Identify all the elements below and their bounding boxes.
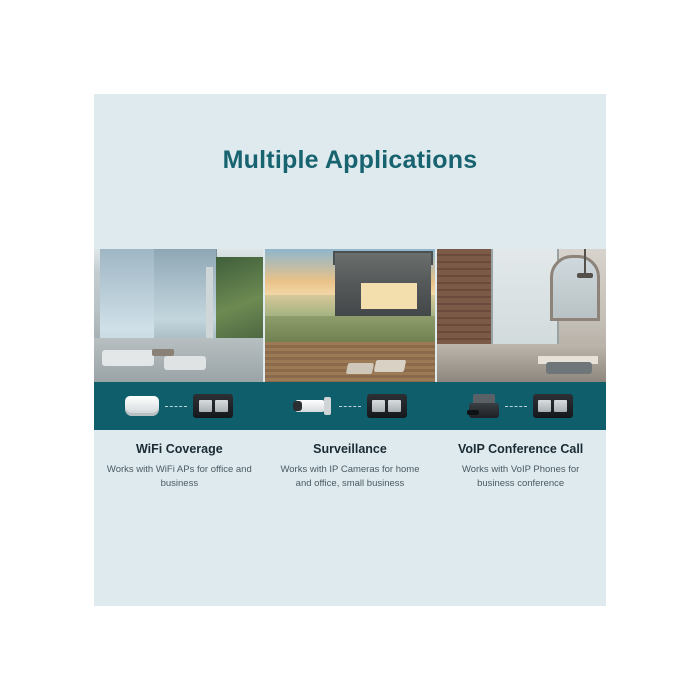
- connection-line: [505, 406, 527, 407]
- pendant-lamp-cord-shape: [584, 249, 586, 275]
- pendant-lamp-shade-shape: [577, 273, 593, 278]
- connection-line: [339, 406, 361, 407]
- lounge-chair-shape: [373, 360, 406, 372]
- application-description: Works with IP Cameras for home and office, small business: [280, 464, 420, 489]
- application-captions: [94, 442, 606, 491]
- application-item-voip-conference-call: [435, 442, 606, 491]
- application-title: WiFi Coverage: [135, 442, 223, 456]
- sofa-secondary-shape: [164, 356, 206, 370]
- sofa-shape: [102, 350, 154, 366]
- ethernet-port-icon: [372, 400, 385, 412]
- application-item-surveillance: [265, 442, 436, 491]
- camera-lens-shape: [293, 401, 302, 411]
- table-shape: [152, 349, 174, 356]
- camera-mount-shape: [324, 397, 331, 415]
- deck-shape: [265, 342, 434, 382]
- application-description: Works with VoIP Phones for business conference: [461, 464, 580, 489]
- ethernet-port-icon: [199, 400, 212, 412]
- ethernet-port-icon: [215, 400, 228, 412]
- voip-phone-icon: [469, 394, 499, 418]
- office-conference-room-photo: [435, 249, 606, 382]
- connection-line: [165, 406, 187, 407]
- ethernet-port-icon: [538, 400, 551, 412]
- house-exterior-deck-photo: [263, 249, 434, 382]
- device-band: [94, 382, 606, 430]
- application-title: Surveillance: [313, 442, 387, 456]
- application-description: Works with WiFi APs for office and business: [106, 464, 252, 489]
- poe-injector-icon: [533, 394, 573, 418]
- poe-injector-icon: [193, 394, 233, 418]
- modern-lounge-interior-photo: [94, 249, 263, 382]
- ip-camera-icon: [293, 397, 333, 415]
- device-pair-wifi: [94, 382, 265, 430]
- device-pair-surveillance: [265, 382, 436, 430]
- photo-strip: [94, 249, 606, 382]
- lounge-chair-secondary-shape: [345, 363, 373, 374]
- arch-window-shape: [550, 255, 600, 321]
- application-item-wifi-coverage: [94, 442, 265, 491]
- poe-injector-icon: [367, 394, 407, 418]
- application-title: VoIP Conference Call: [458, 442, 584, 456]
- wifi-access-point-icon: [125, 396, 159, 416]
- lit-window-shape: [361, 283, 417, 309]
- device-pair-voip: [435, 382, 606, 430]
- glass-wall-shape: [491, 249, 559, 359]
- green-wall-shape: [216, 257, 263, 343]
- page-title: Multiple Applications: [222, 146, 478, 174]
- phone-handset-shape: [467, 410, 479, 415]
- office-chairs-shape: [546, 362, 592, 374]
- ethernet-port-icon: [388, 400, 401, 412]
- ethernet-port-icon: [554, 400, 567, 412]
- multiple-applications-panel: [94, 94, 606, 606]
